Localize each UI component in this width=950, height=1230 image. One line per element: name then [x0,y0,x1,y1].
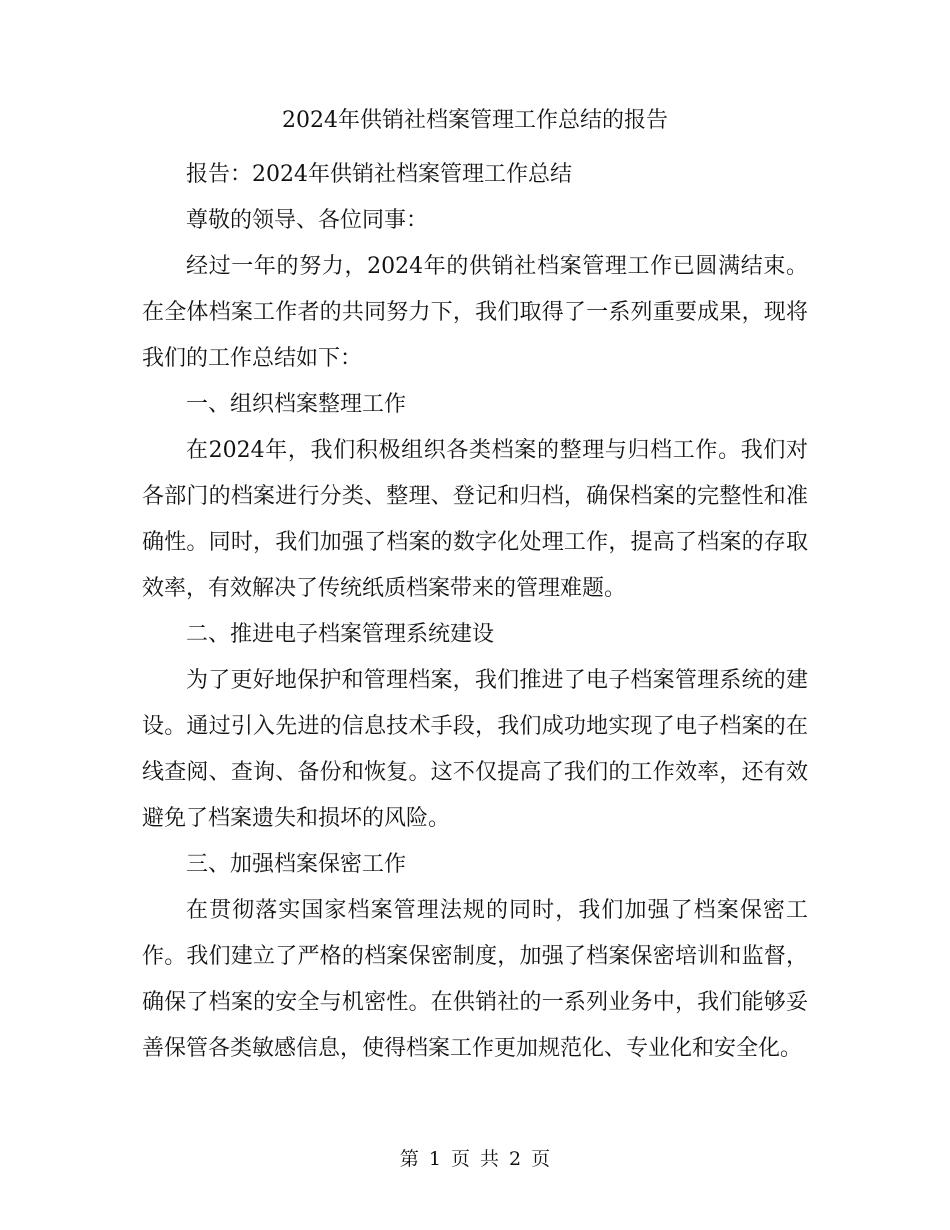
intro-paragraph: 经过一年的努力，2024年的供销社档案管理工作已圆满结束。在全体档案工作者的共同努力下，我们取得了一系列重要成果，现将我们的工作总结如下： [142,254,808,371]
section-heading-2: 二、推进电子档案管理系统建设 [186,622,495,647]
section-paragraph-3: 在贯彻落实国家档案管理法规的同时，我们加强了档案保密工作。我们建立了严格的档案保密制度，加强了档案保密培训和监督，确保了档案的安全与机密性。在供销社的一系列业务中，我们能够妥善保管各类敏感信息，使得档案工作更加规范化、专业化和安全化。 [142,898,808,1061]
section-paragraph-1: 在2024年，我们积极组织各类档案的整理与归档工作。我们对各部门的档案进行分类、整理、登记和归档，确保档案的完整性和准确性。同时，我们加强了档案的数字化处理工作，提高了档案的存取效率，有效解决了传统纸质档案带来的管理难题。 [142,438,808,601]
page-number-footer: 第 1 页 共 2 页 [399,1148,551,1170]
report-subtitle: 报告：2024年供销社档案管理工作总结 [186,162,572,187]
document-body [142,152,808,1072]
salutation: 尊敬的领导、各位同事： [186,208,429,233]
section-heading-3: 三、加强档案保密工作 [186,852,407,877]
document-title: 2024年供销社档案管理工作总结的报告 [282,108,668,133]
section-heading-1: 一、组织档案整理工作 [186,392,407,417]
section-paragraph-2: 为了更好地保护和管理档案，我们推进了电子档案管理系统的建设。通过引入先进的信息技术手段，我们成功地实现了电子档案的在线查阅、查询、备份和恢复。这不仅提高了我们的工作效率，还有效避免了档案遗失和损坏的风险。 [142,668,808,831]
